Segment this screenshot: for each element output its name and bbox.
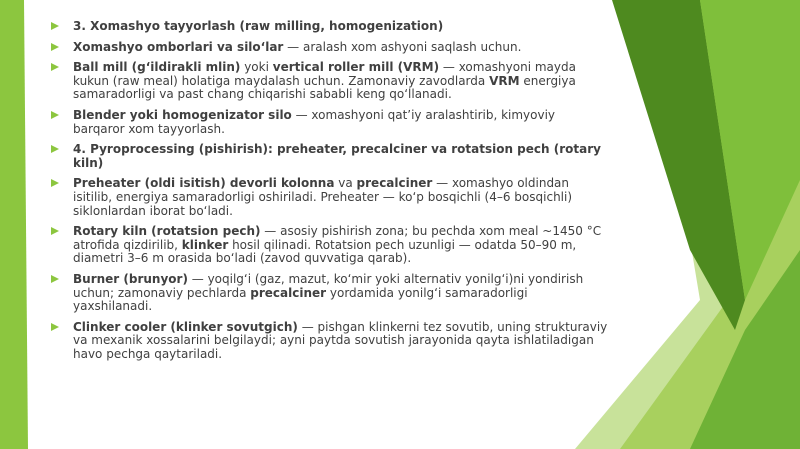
body-text: — xomashyo oldindan isitilib, energiya samaradorligi oshiriladi. Preheater — ko‘p bosqichli (4–6 bosqichli) siklonlardan iborat bo‘ladi. [73,176,573,218]
bold-text: 4. Pyroprocessing (pishirish): preheater, precalciner va rotatsion pech (rotary kiln) [73,142,601,170]
bullet-item [50,273,610,314]
body-text: energiya samaradorligi va past chang chiqarishi sababli keng qo‘llanadi. [73,73,576,102]
bullet-arrow-icon [51,179,59,187]
body-text: — pishgan klinkerni tez sovutib, uning strukturaviy va mexanik xossalarini belgilaydi; ayni paytda sovutish jarayonida qayta ishlatiladigan havo pechga qaytariladi. [73,319,608,361]
bold-text: Ball mill (g‘ildirakli mlin) [73,60,241,75]
bold-text: Rotary kiln (rotatsion pech) [73,224,261,239]
body-text: yoki [240,60,273,75]
body-text: — aralash xom ashyoni saqlash uchun. [283,39,522,54]
slide-text-content [50,20,610,368]
left-green-shape [0,0,28,449]
bullet-arrow-icon [51,145,59,153]
body-text: hosil qilinadi. Rotatsion pech uzunligi — odatda 50–90 m, diametri 3–6 m orasida bo‘ladi (zavod quvvatiga qarab). [73,237,577,266]
bullet-item [50,109,610,136]
bullet-item [50,20,610,34]
bold-text: Burner (brunyor) [73,271,188,286]
bullet-arrow-icon [51,323,59,331]
body-text: yordamida yonilg‘i samaradorligi yaxshilanadi. [73,285,528,314]
bold-text: vertical roller mill (VRM) [272,60,440,75]
bullet-arrow-icon [51,63,59,71]
body-text: va [334,176,357,191]
bold-text: VRM [489,73,520,88]
bullet-arrow-icon [51,22,59,30]
bullet-item [50,61,610,102]
bullet-arrow-icon [51,111,59,119]
bullet-arrow-icon [51,43,59,51]
bullet-item [50,177,610,218]
bullet-arrow-icon [51,227,59,235]
bullet-item [50,321,610,362]
body-text: — asosiy pishirish zona; bu pechda xom meal ~1450 °C atrofida qizdirilib, [73,224,602,252]
bold-text: precalciner [250,285,327,300]
body-text: — xomashyoni qat’iy aralashtirib, kimyoviy barqaror xom tayyorlash. [73,107,556,136]
bold-text: Blender yoki homogenizator silo [73,107,292,122]
bullet-arrow-icon [51,275,59,283]
body-text: — xomashyoni mayda kukun (raw meal) holatiga maydalash uchun. Zamonaviy zavodlarda [73,60,576,88]
bold-text: Xomashyo omborlari va silo‘lar [73,39,284,54]
body-text: — yoqilg‘i (gaz, mazut, ko‘mir yoki alternativ yonilg‘i)ni yondirish uchun; zamonaviy pechlarda [73,271,584,300]
bold-text: Preheater (oldi isitish) devorli kolonna [73,176,335,191]
bold-text: klinker [181,237,229,252]
bullet-item [50,143,610,170]
bullet-item [50,41,610,55]
bold-text: precalciner [356,176,433,191]
bold-text: Clinker cooler (klinker sovutgich) [73,319,298,334]
bold-text: 3. Xomashyo tayyorlash (raw milling, homogenization) [73,19,444,33]
bullet-item [50,225,610,266]
